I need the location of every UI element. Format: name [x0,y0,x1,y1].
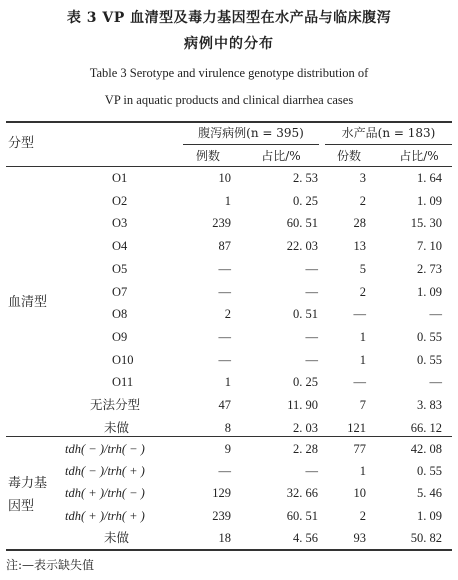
clinical-pct-cell: 2. 03 [293,420,318,435]
row-label: O9 [112,329,128,344]
aquatic-pct-cell: 1. 09 [417,284,442,299]
header-aquatic-count: 份数 [336,149,361,163]
clinical-pct-cell: — [305,464,318,479]
row-label: O10 [112,352,134,367]
header-clinical-pct: 占比/% [261,149,301,163]
aquatic-count-cell: 5 [359,261,366,276]
header-rule [6,166,452,167]
aquatic-count-cell: 3 [359,171,366,185]
row-label: tdh( − )/trh( − ) [65,442,145,456]
aquatic-pct-cell: 42. 08 [410,442,442,456]
aquatic-count-cell: 1 [359,352,366,367]
clinical-count-cell: 1 [224,193,231,208]
section-rule [6,436,452,437]
aquatic-count-cell: 28 [353,216,366,231]
clinical-count-cell: 239 [212,508,231,523]
header-type-label: 分型 [8,136,35,151]
row-label: 未做 [104,530,130,545]
row-label: O4 [112,239,128,254]
clinical-pct-cell: 2. 53 [293,171,318,185]
table-note: 注:—表示缺失值 [6,558,95,572]
clinical-pct-cell: — [305,261,318,276]
header-group-aquatic: 水产品(n = 183) [341,126,436,140]
aquatic-count-cell: 2 [359,508,366,523]
clinical-count-cell: — [218,329,231,344]
top-rule [6,121,452,123]
row-label: O3 [112,216,128,231]
aquatic-count-cell: 93 [353,530,366,545]
aquatic-pct-cell: 1. 09 [417,193,442,208]
header-group-clinical: 腹泻病例(n = 395) [198,126,304,140]
aquatic-pct-cell: 3. 83 [417,398,442,412]
clinical-count-cell: 18 [218,530,231,545]
aquatic-count-cell: 121 [347,420,366,435]
aquatic-count-cell: 2 [359,284,366,299]
clinical-count-cell: 9 [224,442,231,456]
header-clinical-count: 例数 [195,149,220,163]
aquatic-count-cell: — [353,307,366,322]
aquatic-pct-cell: 1. 64 [417,171,442,185]
table-caption-en-line1: Table 3 Serotype and virulence genotype distribution of [89,66,369,80]
clinical-count-cell: 10 [218,171,231,185]
clinical-count-cell: 129 [212,486,231,501]
aquatic-pct-cell: — [429,375,442,390]
group2-underline [325,144,452,145]
aquatic-count-cell: 13 [353,239,366,254]
aquatic-count-cell: — [353,375,366,390]
section-label-virulence-line1: 毒力基 [8,476,48,491]
clinical-pct-cell: — [305,352,318,367]
table-caption-en-line2: VP in aquatic products and clinical diarrhea cases [104,93,354,107]
clinical-count-cell: 1 [224,375,231,390]
bottom-rule [6,549,452,551]
clinical-pct-cell: 60. 51 [286,216,318,231]
clinical-count-cell: — [218,261,231,276]
clinical-count-cell: 2 [224,307,231,322]
row-label: tdh( + )/trh( − ) [65,486,145,501]
row-label: tdh( + )/trh( + ) [65,508,145,523]
section-label-virulence-line2: 因型 [8,499,35,514]
clinical-pct-cell: 60. 51 [286,508,318,523]
clinical-pct-cell: — [305,329,318,344]
aquatic-pct-cell: 50. 82 [410,530,442,545]
clinical-count-cell: 8 [224,420,231,435]
clinical-count-cell: — [218,352,231,367]
clinical-count-cell: 239 [212,216,231,231]
clinical-count-cell: — [218,284,231,299]
clinical-count-cell: 47 [218,398,231,412]
aquatic-pct-cell: 7. 10 [417,239,442,254]
row-label: O1 [112,171,128,185]
row-label: O2 [112,193,128,208]
clinical-pct-cell: 22. 03 [286,239,318,254]
clinical-pct-cell: 4. 56 [293,530,318,545]
aquatic-pct-cell: 66. 12 [410,420,442,435]
aquatic-pct-cell: 1. 09 [417,508,442,523]
aquatic-count-cell: 1 [359,329,366,344]
row-label: O7 [112,284,128,299]
row-label: 无法分型 [90,398,141,412]
row-label: O8 [112,307,128,322]
aquatic-count-cell: 7 [359,398,366,412]
aquatic-pct-cell: 5. 46 [417,486,442,501]
aquatic-count-cell: 10 [353,486,366,501]
row-label: O5 [112,261,128,276]
clinical-pct-cell: — [305,284,318,299]
aquatic-count-cell: 77 [353,442,366,456]
clinical-pct-cell: 0. 25 [293,193,318,208]
row-label: 未做 [104,420,130,435]
clinical-pct-cell: 0. 51 [293,307,318,322]
aquatic-pct-cell: 0. 55 [417,329,442,344]
clinical-pct-cell: 0. 25 [293,375,318,390]
table-caption-zh-line1: 表 3 VP 血清型及毒力基因型在水产品与临床腹泻 [66,10,392,26]
aquatic-pct-cell: 0. 55 [417,352,442,367]
group1-underline [183,144,319,145]
aquatic-count-cell: 2 [359,193,366,208]
aquatic-pct-cell: 2. 73 [417,261,442,276]
aquatic-pct-cell: 15. 30 [410,216,442,231]
clinical-pct-cell: 2. 28 [293,442,318,456]
clinical-pct-cell: 32. 66 [286,486,318,501]
aquatic-pct-cell: 0. 55 [417,464,442,479]
clinical-pct-cell: 11. 90 [287,398,318,412]
aquatic-count-cell: 1 [359,464,366,479]
aquatic-pct-cell: — [429,307,442,322]
row-label: tdh( − )/trh( + ) [65,464,145,479]
header-aquatic-pct: 占比/% [399,149,439,163]
table-caption-zh-line2: 病例中的分布 [184,36,274,52]
row-label: O11 [112,375,134,390]
section-label-serotype: 血清型 [8,295,48,310]
clinical-count-cell: — [218,464,231,479]
clinical-count-cell: 87 [218,239,231,254]
